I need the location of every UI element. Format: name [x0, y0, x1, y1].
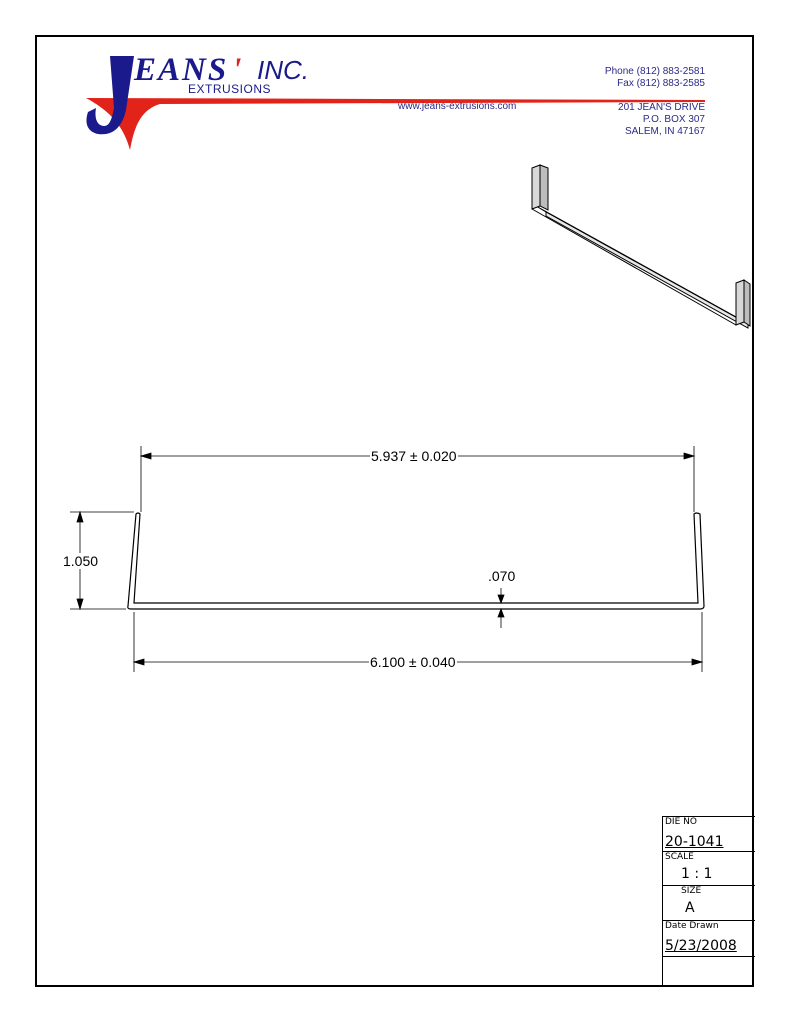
title-block: [662, 816, 754, 987]
date-value: 5/23/2008: [665, 938, 737, 954]
dim-inner-width: 5.937 ± 0.020: [371, 448, 457, 464]
title-block-date: [663, 920, 755, 956]
title-block-size: [663, 885, 755, 920]
date-label: Date Drawn: [665, 921, 719, 931]
contact-address-1: 201 JEAN'S DRIVE: [618, 102, 705, 113]
size-value: A: [685, 900, 695, 916]
contact-address-3: SALEM, IN 47167: [624, 126, 705, 137]
channel-profile: [128, 513, 704, 609]
logo-swoosh: [86, 98, 705, 150]
die-value: 20-1041: [665, 834, 724, 850]
dim-height: 1.050: [63, 553, 99, 569]
isometric-view: [532, 165, 750, 328]
contact-address-block: [618, 102, 705, 138]
contact-address-2: P.O. BOX 307: [642, 114, 705, 125]
dimension-lines: [70, 446, 702, 672]
title-block-empty: [663, 956, 755, 987]
size-label: SIZE: [681, 886, 702, 896]
die-label: DIE NO: [665, 817, 697, 827]
scale-label: SCALE: [665, 852, 694, 862]
logo-extrusions: EXTRUSIONS: [188, 82, 272, 96]
logo-name-text: EANS: [134, 52, 229, 88]
title-block-scale: [663, 851, 755, 885]
contact-fax: Fax (812) 883-2585: [617, 78, 705, 89]
logo-inc: INC.: [257, 55, 309, 85]
contact-phone-block: [605, 66, 705, 90]
logo-apostrophe: ': [232, 52, 244, 88]
title-block-die: [663, 816, 755, 851]
dim-thickness: .070: [488, 568, 516, 584]
contact-phone: Phone (812) 883-2581: [604, 66, 705, 77]
contact-website: www.jeans-extrusions.com: [398, 101, 517, 112]
scale-value: 1 : 1: [681, 866, 713, 882]
dim-overall-width: 6.100 ± 0.040: [370, 654, 456, 670]
